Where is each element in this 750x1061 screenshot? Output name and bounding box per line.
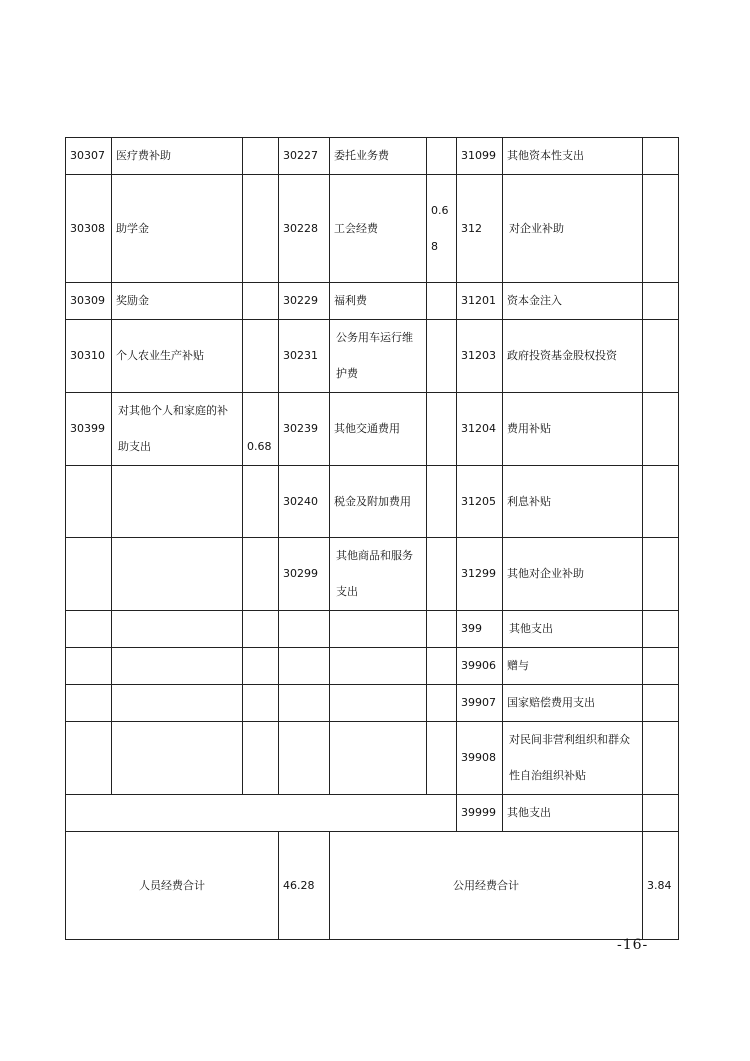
table-row bbox=[66, 685, 679, 722]
amount-cell: 0.68 bbox=[427, 175, 457, 283]
table-row bbox=[66, 320, 679, 393]
item-name-cell: 对企业补助 bbox=[503, 175, 643, 283]
code-cell: 30228 bbox=[279, 175, 330, 283]
code-cell: 31099 bbox=[457, 138, 503, 175]
amount-cell bbox=[427, 138, 457, 175]
code-cell bbox=[66, 611, 112, 648]
item-name-cell: 委托业务费 bbox=[330, 138, 427, 175]
item-name-cell bbox=[112, 685, 243, 722]
item-name-cell: 医疗费补助 bbox=[112, 138, 243, 175]
item-name-cell: 助学金 bbox=[112, 175, 243, 283]
amount-cell bbox=[643, 175, 679, 283]
page-number: -16- bbox=[617, 937, 649, 953]
item-name-cell: 其他商品和服务支出 bbox=[330, 538, 427, 611]
table-row bbox=[66, 393, 679, 466]
amount-cell bbox=[643, 648, 679, 685]
amount-cell bbox=[643, 722, 679, 795]
code-cell bbox=[279, 722, 330, 795]
amount-cell bbox=[427, 722, 457, 795]
amount-cell bbox=[243, 722, 279, 795]
code-cell: 31203 bbox=[457, 320, 503, 393]
item-name-cell: 公务用车运行维护费 bbox=[330, 320, 427, 393]
budget-table bbox=[65, 137, 679, 940]
code-cell bbox=[66, 722, 112, 795]
amount-cell bbox=[643, 685, 679, 722]
code-cell: 39906 bbox=[457, 648, 503, 685]
item-name-cell: 赠与 bbox=[503, 648, 643, 685]
table-row bbox=[66, 283, 679, 320]
amount-cell bbox=[243, 466, 279, 538]
table-row bbox=[66, 466, 679, 538]
blank-merged-cell bbox=[66, 795, 457, 832]
table-row bbox=[66, 538, 679, 611]
amount-cell bbox=[427, 611, 457, 648]
item-name-cell bbox=[112, 538, 243, 611]
amount-cell bbox=[643, 538, 679, 611]
code-cell bbox=[279, 648, 330, 685]
amount-cell bbox=[427, 320, 457, 393]
table-row bbox=[66, 175, 679, 283]
code-cell: 30240 bbox=[279, 466, 330, 538]
code-cell bbox=[66, 538, 112, 611]
code-cell bbox=[279, 685, 330, 722]
code-cell: 39907 bbox=[457, 685, 503, 722]
personnel-total-label: 人员经费合计 bbox=[66, 832, 279, 940]
amount-cell bbox=[643, 611, 679, 648]
code-cell: 30399 bbox=[66, 393, 112, 466]
amount-cell bbox=[243, 611, 279, 648]
item-name-cell: 税金及附加费用 bbox=[330, 466, 427, 538]
code-cell: 31205 bbox=[457, 466, 503, 538]
amount-cell bbox=[643, 320, 679, 393]
item-name-cell: 费用补贴 bbox=[503, 393, 643, 466]
item-name-cell: 利息补贴 bbox=[503, 466, 643, 538]
code-cell: 31299 bbox=[457, 538, 503, 611]
item-name-cell: 资本金注入 bbox=[503, 283, 643, 320]
amount-cell bbox=[427, 393, 457, 466]
amount-cell: 0.68 bbox=[243, 393, 279, 466]
code-cell bbox=[279, 611, 330, 648]
amount-cell bbox=[243, 175, 279, 283]
item-name-cell: 政府投资基金股权投资 bbox=[503, 320, 643, 393]
item-name-cell: 其他资本性支出 bbox=[503, 138, 643, 175]
amount-cell bbox=[243, 320, 279, 393]
amount-cell bbox=[243, 648, 279, 685]
code-cell bbox=[66, 648, 112, 685]
item-name-cell bbox=[112, 611, 243, 648]
public-total-label: 公用经费合计 bbox=[330, 832, 643, 940]
amount-cell bbox=[427, 648, 457, 685]
item-name-cell: 国家赔偿费用支出 bbox=[503, 685, 643, 722]
item-name-cell: 奖励金 bbox=[112, 283, 243, 320]
code-cell: 399 bbox=[457, 611, 503, 648]
code-cell: 30239 bbox=[279, 393, 330, 466]
amount-cell bbox=[427, 283, 457, 320]
item-name-cell: 个人农业生产补贴 bbox=[112, 320, 243, 393]
item-name-cell bbox=[330, 611, 427, 648]
code-cell bbox=[66, 466, 112, 538]
code-cell: 30229 bbox=[279, 283, 330, 320]
code-cell: 30299 bbox=[279, 538, 330, 611]
code-cell: 31204 bbox=[457, 393, 503, 466]
item-name-cell: 其他交通费用 bbox=[330, 393, 427, 466]
code-cell: 39999 bbox=[457, 795, 503, 832]
code-cell: 312 bbox=[457, 175, 503, 283]
code-cell: 31201 bbox=[457, 283, 503, 320]
amount-cell bbox=[243, 538, 279, 611]
item-name-cell bbox=[330, 685, 427, 722]
amount-cell bbox=[427, 538, 457, 611]
amount-cell bbox=[427, 685, 457, 722]
amount-cell bbox=[643, 283, 679, 320]
public-total-value: 3.84 bbox=[643, 832, 679, 940]
code-cell: 30308 bbox=[66, 175, 112, 283]
totals-row bbox=[66, 832, 679, 940]
item-name-cell bbox=[112, 722, 243, 795]
code-cell: 30227 bbox=[279, 138, 330, 175]
item-name-cell: 对其他个人和家庭的补助支出 bbox=[112, 393, 243, 466]
amount-cell bbox=[243, 283, 279, 320]
amount-cell bbox=[643, 795, 679, 832]
code-cell: 30309 bbox=[66, 283, 112, 320]
code-cell bbox=[66, 685, 112, 722]
item-name-cell: 其他支出 bbox=[503, 611, 643, 648]
item-name-cell: 工会经费 bbox=[330, 175, 427, 283]
personnel-total-value: 46.28 bbox=[279, 832, 330, 940]
amount-cell bbox=[427, 466, 457, 538]
item-name-cell bbox=[112, 466, 243, 538]
table-row bbox=[66, 611, 679, 648]
item-name-cell: 福利费 bbox=[330, 283, 427, 320]
amount-cell bbox=[243, 138, 279, 175]
item-name-cell bbox=[112, 648, 243, 685]
code-cell: 30307 bbox=[66, 138, 112, 175]
code-cell: 39908 bbox=[457, 722, 503, 795]
amount-cell bbox=[643, 138, 679, 175]
item-name-cell: 其他支出 bbox=[503, 795, 643, 832]
table-row bbox=[66, 648, 679, 685]
item-name-cell bbox=[330, 722, 427, 795]
item-name-cell bbox=[330, 648, 427, 685]
amount-cell bbox=[643, 393, 679, 466]
item-name-cell: 对民间非营利组织和群众性自治组织补贴 bbox=[503, 722, 643, 795]
table-row bbox=[66, 722, 679, 795]
amount-cell bbox=[643, 466, 679, 538]
item-name-cell: 其他对企业补助 bbox=[503, 538, 643, 611]
code-cell: 30310 bbox=[66, 320, 112, 393]
table-row bbox=[66, 138, 679, 175]
table-row bbox=[66, 795, 679, 832]
amount-cell bbox=[243, 685, 279, 722]
code-cell: 30231 bbox=[279, 320, 330, 393]
